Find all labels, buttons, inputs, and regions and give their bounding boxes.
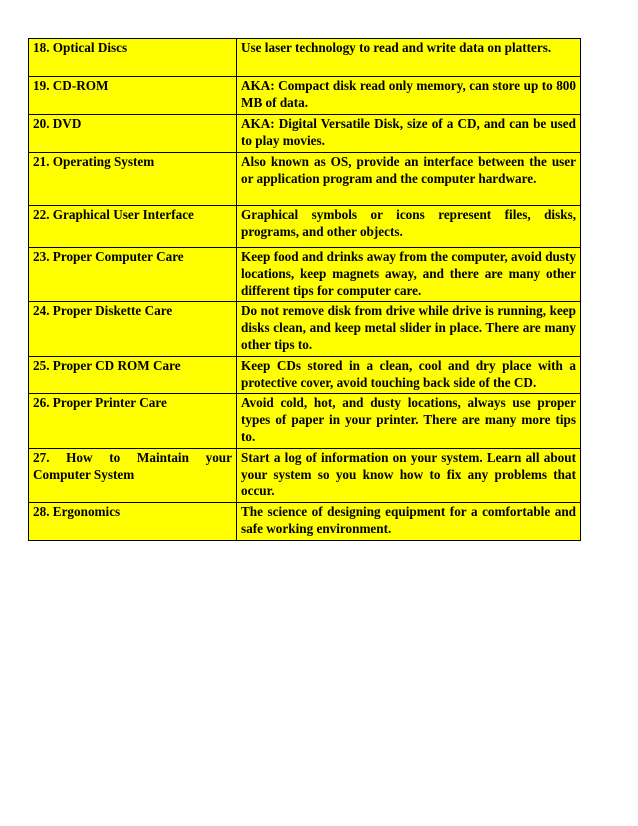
term-cell: 26. Proper Printer Care (29, 394, 237, 448)
term-cell: 20. DVD (29, 115, 237, 153)
table-row (29, 248, 581, 302)
definition-cell: Also known as OS, provide an interface between the user or application program and the computer hardware. (237, 153, 581, 206)
term-cell: 18. Optical Discs (29, 39, 237, 77)
table-row (29, 206, 581, 248)
table-row (29, 77, 581, 115)
term-cell: 19. CD-ROM (29, 77, 237, 115)
definition-cell: The science of designing equipment for a comfortable and safe working environment. (237, 503, 581, 541)
term-cell: 21. Operating System (29, 153, 237, 206)
term-cell: 22. Graphical User Interface (29, 206, 237, 248)
table-row (29, 39, 581, 77)
term-cell: 25. Proper CD ROM Care (29, 356, 237, 394)
table-row (29, 503, 581, 541)
term-cell: 27. How to Maintain your Computer System (29, 448, 237, 502)
table-row (29, 356, 581, 394)
table-row (29, 394, 581, 448)
definition-cell: Do not remove disk from drive while drive is running, keep disks clean, and keep metal slider in place. There are many other tips to. (237, 302, 581, 356)
table-row (29, 153, 581, 206)
term-cell: 28. Ergonomics (29, 503, 237, 541)
table-row (29, 115, 581, 153)
table-row (29, 448, 581, 502)
definition-cell: Keep CDs stored in a clean, cool and dry place with a protective cover, avoid touching back side of the CD. (237, 356, 581, 394)
definition-cell: AKA: Digital Versatile Disk, size of a CD, and can be used to play movies. (237, 115, 581, 153)
definition-cell: AKA: Compact disk read only memory, can store up to 800 MB of data. (237, 77, 581, 115)
definition-cell: Avoid cold, hot, and dusty locations, always use proper types of paper in your printer. There are many more tips to. (237, 394, 581, 448)
term-cell: 24. Proper Diskette Care (29, 302, 237, 356)
definition-cell: Start a log of information on your system. Learn all about your system so you know how to fix any problems that occur. (237, 448, 581, 502)
definition-cell: Keep food and drinks away from the computer, avoid dusty locations, keep magnets away, and there are many other different tips for computer care. (237, 248, 581, 302)
definition-cell: Graphical symbols or icons represent files, disks, programs, and other objects. (237, 206, 581, 248)
table-row (29, 302, 581, 356)
glossary-table (28, 38, 581, 541)
term-cell: 23. Proper Computer Care (29, 248, 237, 302)
definition-cell: Use laser technology to read and write data on platters. (237, 39, 581, 77)
